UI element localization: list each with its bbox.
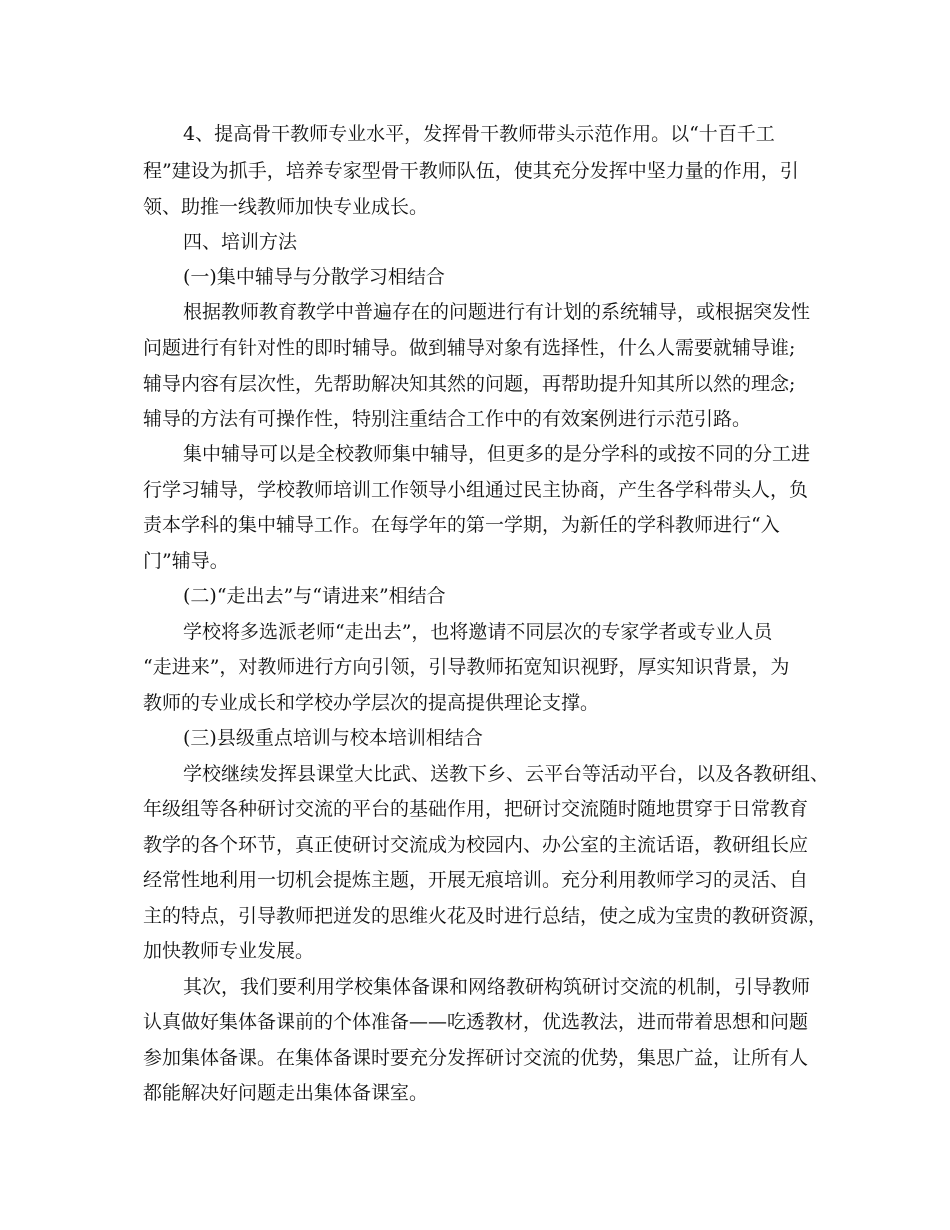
paragraph-line: 辅导的方法有可操作性，特别注重结合工作中的有效案例进行示范引路。	[143, 408, 752, 430]
paragraph-line: 4、提高骨干教师专业水平，发挥骨干教师带头示范作用。以“十百千工	[183, 123, 775, 145]
paragraph-line: 集中辅导可以是全校教师集中辅导，但更多的是分学科的或按不同的分工进	[183, 443, 811, 465]
paragraph-line: 责本学科的集中辅导工作。在每学年的第一学期，为新任的学科教师进行“入	[143, 514, 780, 536]
paragraph-line: 加快教师专业发展。	[143, 940, 315, 962]
paragraph-line: 辅导内容有层次性，先帮助解决知其然的问题，再帮助提升知其所以然的理念;	[143, 373, 796, 395]
paragraph-line: 经常性地利用一切机会提炼主题，开展无痕培训。充分利用教师学习的灵活、自	[143, 869, 809, 891]
paragraph-line: 年级组等各种研讨交流的平台的基础作用，把研讨交流随时随地贯穿于日常教育	[143, 798, 809, 820]
paragraph-line: 根据教师教育教学中普遍存在的问题进行有计划的系统辅导，或根据突发性	[183, 301, 811, 323]
paragraph-line: 其次，我们要利用学校集体备课和网络教研构筑研讨交流的机制，引导教师	[183, 976, 811, 998]
paragraph-line: 主的特点，引导教师把迸发的思维火花及时进行总结，使之成为宝贵的教研资源，	[143, 905, 828, 927]
paragraph-line: 教师的专业成长和学校办学层次的提高提供理论支撑。	[143, 692, 600, 714]
paragraph-line: 行学习辅导，学校教师培训工作领导小组通过民主协商，产生各学科带头人，负	[143, 479, 809, 501]
paragraph-line: 学校将多选派老师“走出去”，也将邀请不同层次的专家学者或专业人员	[183, 621, 773, 643]
paragraph-line: 认真做好集体备课前的个体准备——吃透教材，优选教法，进而带着思想和问题	[143, 1011, 809, 1033]
paragraph-line: 学校继续发挥县课堂大比武、送教下乡、云平台等活动平台，以及各教研组、	[183, 763, 830, 785]
paragraph-line: 门”辅导。	[143, 550, 229, 572]
paragraph-line: 参加集体备课。在集体备课时要充分发挥研讨交流的优势，集思广益，让所有人	[143, 1047, 809, 1069]
paragraph-line: 问题进行有针对性的即时辅导。做到辅导对象有选择性，什么人需要就辅导谁;	[143, 337, 796, 359]
paragraph-line: “走进来”，对教师进行方向引领，引导教师拓宽知识视野，厚实知识背景，为	[143, 656, 790, 678]
paragraph-line: 程”建设为抓手，培养专家型骨干教师队伍，使其充分发挥中坚力量的作用，引	[143, 160, 799, 182]
paragraph-line: 教学的各个环节，真正使研讨交流成为校园内、办公室的主流话语，教研组长应	[143, 834, 809, 856]
section-heading: 四、培训方法	[183, 231, 298, 253]
paragraph-line: 领、助推一线教师加快专业成长。	[143, 196, 429, 218]
subsection-heading: (三)县级重点培训与校本培训相结合	[183, 727, 483, 749]
subsection-heading: (二)“走出去”与“请进来”相结合	[183, 585, 446, 607]
paragraph-line: 都能解决好问题走出集体备课室。	[143, 1082, 429, 1104]
subsection-heading: (一)集中辅导与分散学习相结合	[183, 266, 445, 288]
